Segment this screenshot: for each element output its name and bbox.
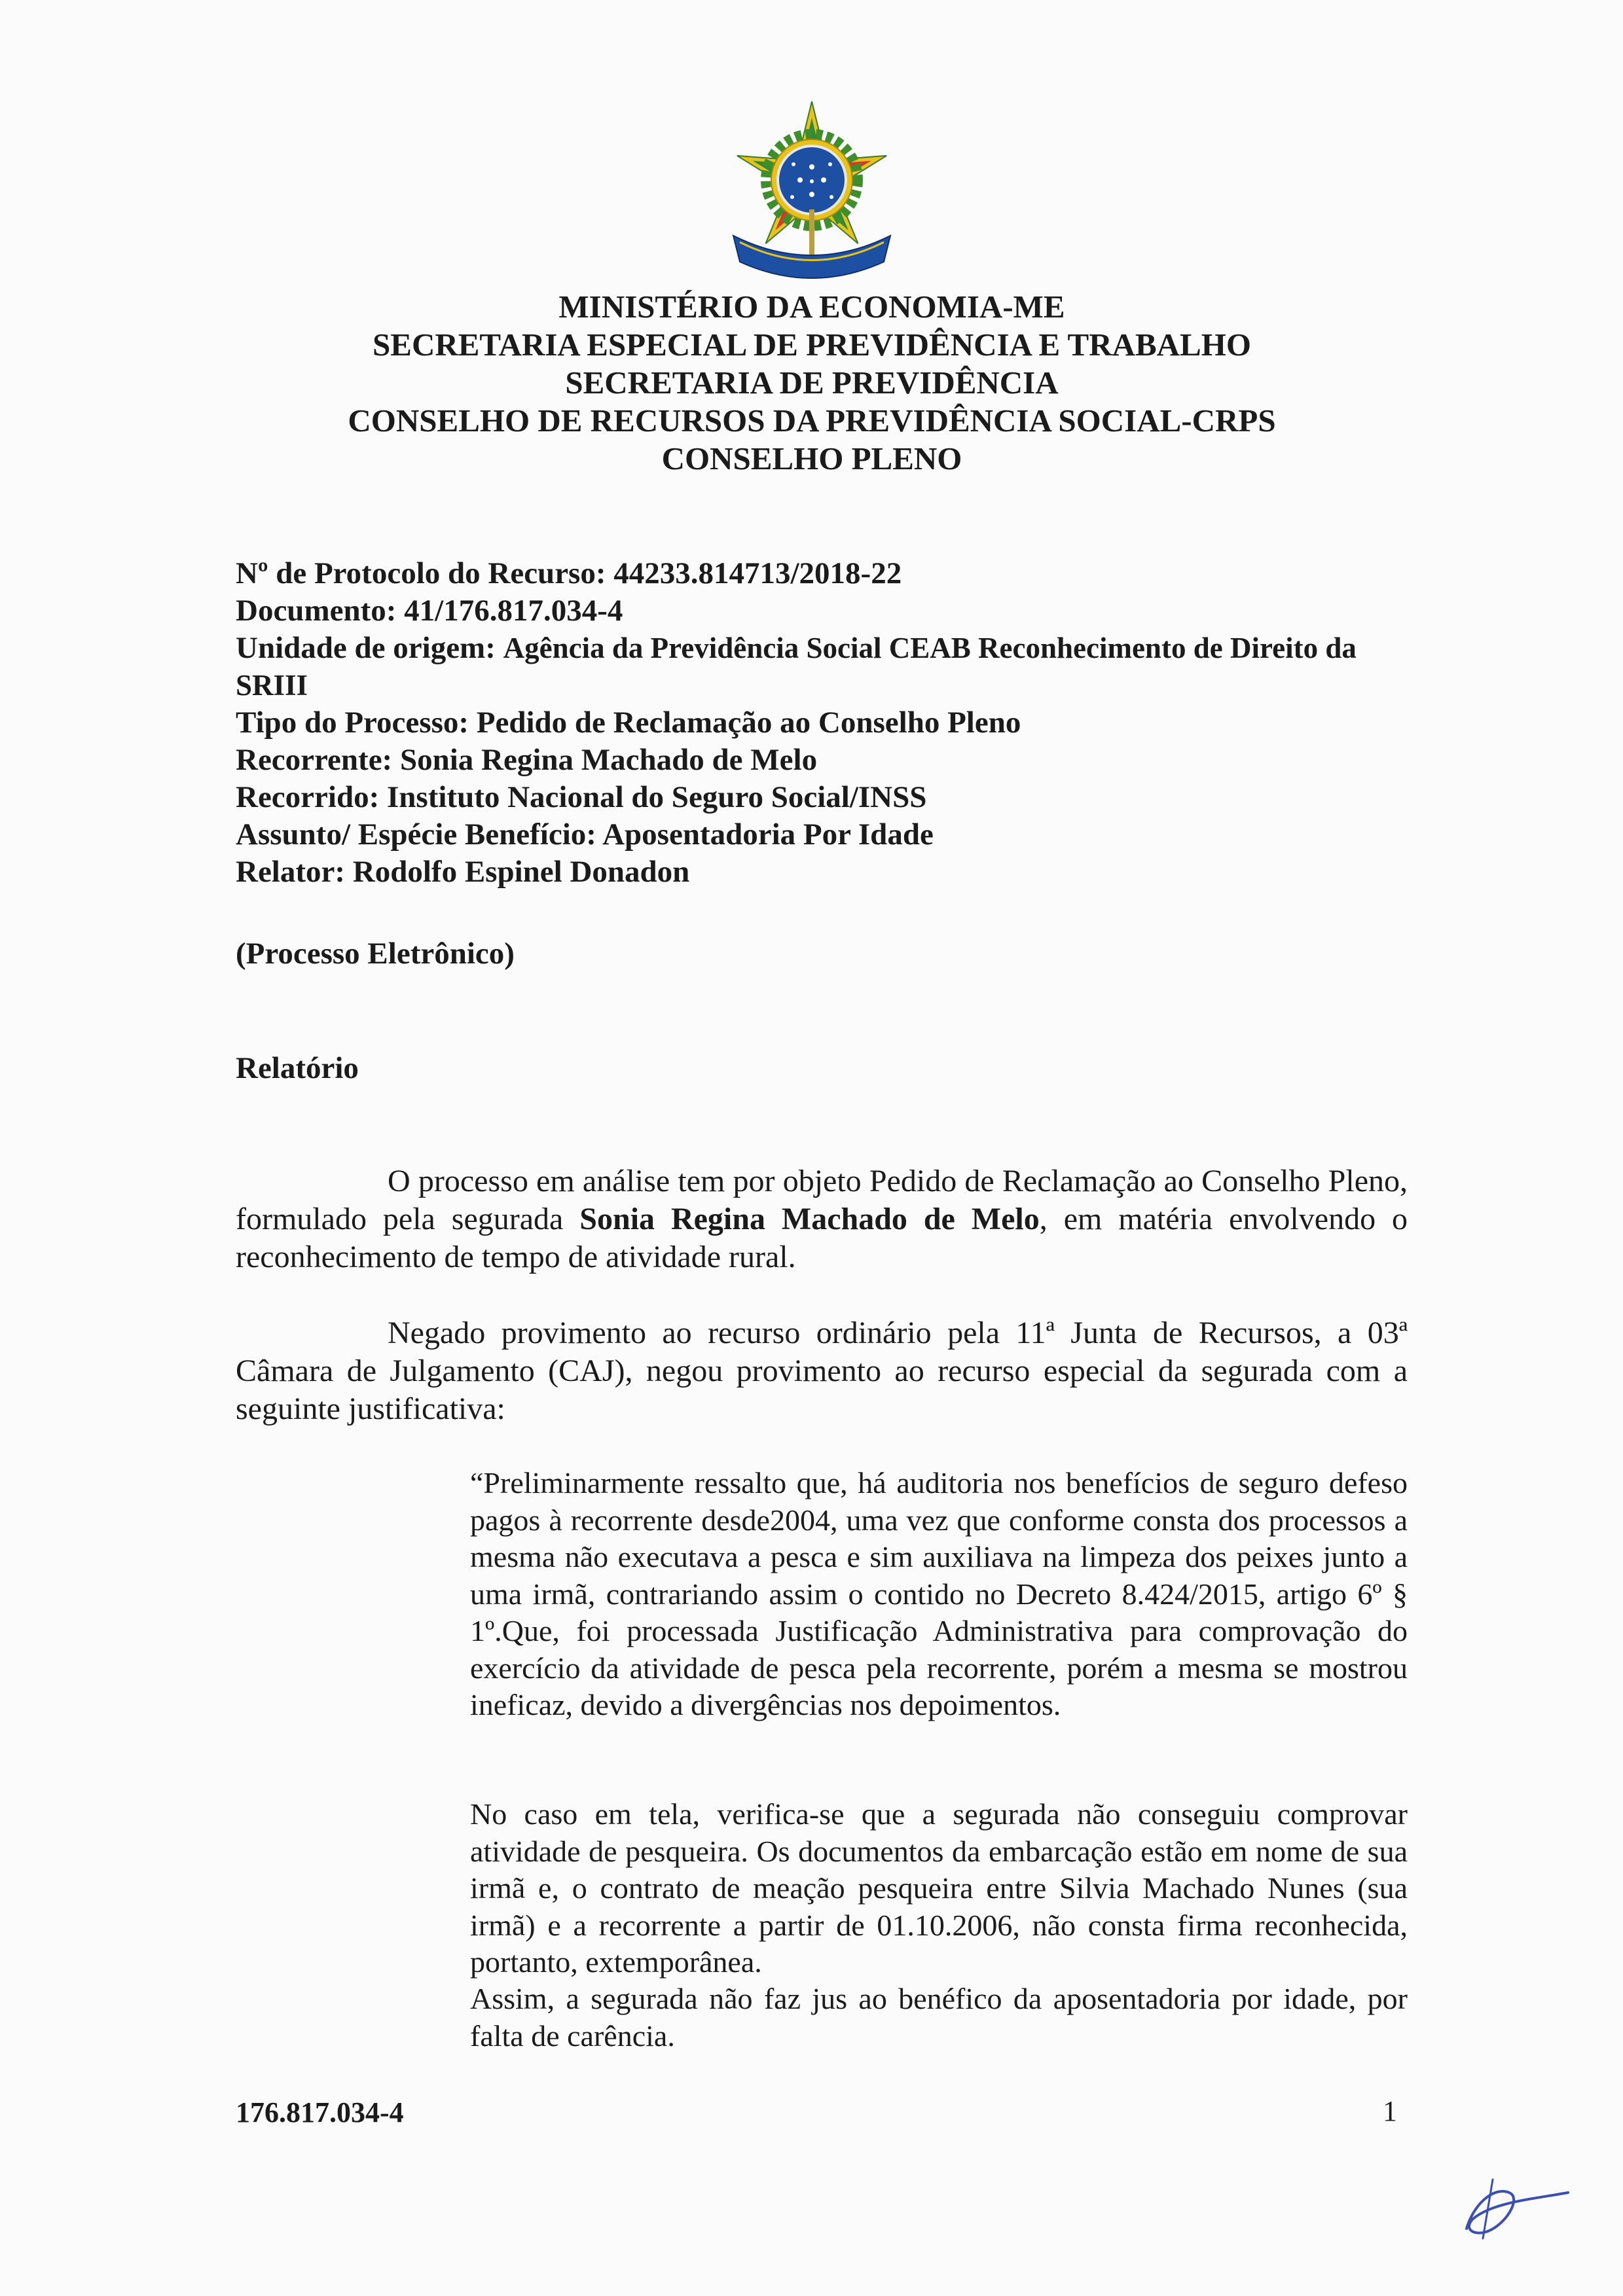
- meta-tipo-label: Tipo do Processo:: [236, 706, 469, 740]
- meta-assunto: [236, 816, 1408, 853]
- meta-unidade-label: Unidade de origem:: [236, 631, 496, 665]
- brazil-coat-of-arms-icon: [720, 98, 903, 288]
- case-metadata: [236, 555, 1408, 891]
- paragraph2-text: Negado provimento ao recurso ordinário pela 11ª Junta de Recursos, a 03ª Câmara de Julgamento (CAJ), negou provimento ao recurso especial da segurada com a seguinte justificativa:: [236, 1316, 1408, 1426]
- meta-documento-value: 41/176.817.034-4: [404, 594, 623, 628]
- meta-documento-label: Documento:: [236, 594, 397, 628]
- header-secretaria-especial: SECRETARIA ESPECIAL DE PREVIDÊNCIA E TRABALHO: [373, 327, 1251, 363]
- meta-documento: [236, 592, 1408, 630]
- document-header: [196, 288, 1427, 478]
- quote-block-2: No caso em tela, verifica-se que a segurada não conseguiu comprovar atividade de pesqueira. Os documentos da embarcação estão em nome de sua irmã e, o contrato de meação pesqueira entre Silvia Machado Nunes (sua irmã) e a recorrente a partir de 01.10.2006, não consta firma reconhecida, portanto, extemporânea.: [470, 1797, 1408, 1979]
- meta-tipo: [236, 704, 1408, 742]
- quote-block-3: Assim, a segurada não faz jus ao benéfico da aposentadoria por idade, por falta de carência.: [470, 1982, 1408, 2053]
- meta-assunto-label: Assunto/ Espécie Benefício:: [236, 817, 596, 852]
- meta-recorrente: [236, 742, 1408, 779]
- meta-recorrido: [236, 779, 1408, 816]
- meta-relator-value: Rodolfo Espinel Donadon: [352, 855, 690, 889]
- quote-block-1: “Preliminarmente ressalto que, há auditoria nos benefícios de seguro defeso pagos à recorrente desde2004, uma vez que conforme consta dos processos a mesma não executava a pesca e sim auxiliava na limpeza dos peixes junto a uma irmã, contrariando assim o contido no Decreto 8.424/2015, artigo 6º § 1º.Que, foi processada Justificação Administrativa para comprovação do exercício da atividade de pesca pela recorrente, porém a mesma se mostrou ineficaz, devido a divergências nos depoimentos.: [470, 1466, 1408, 1721]
- header-conselho-pleno: CONSELHO PLENO: [661, 440, 962, 476]
- header-secretaria: SECRETARIA DE PREVIDÊNCIA: [565, 365, 1059, 401]
- meta-recorrido-label: Recorrido:: [236, 780, 380, 814]
- meta-protocolo-value: 44233.814713/2018-22: [613, 556, 902, 590]
- section-title: Relatório: [236, 1051, 359, 1085]
- header-conselho-recursos: CONSELHO DE RECURSOS DA PREVIDÊNCIA SOCIAL-CRPS: [348, 403, 1276, 439]
- signature-icon: [1447, 2166, 1578, 2245]
- meta-recorrente-label: Recorrente:: [236, 743, 393, 777]
- meta-protocolo: [236, 555, 1408, 592]
- meta-assunto-value: Aposentadoria Por Idade: [602, 817, 934, 852]
- meta-unidade-value: Agência da Previdência Social CEAB Reconhecimento de Direito da SRIII: [236, 632, 1357, 702]
- meta-unidade: [236, 630, 1408, 704]
- meta-tipo-value: Pedido de Reclamação ao Conselho Pleno: [476, 706, 1021, 740]
- header-ministry: MINISTÉRIO DA ECONOMIA-ME: [558, 289, 1065, 325]
- paragraph1-name: Sonia Regina Machado de Melo: [579, 1202, 1040, 1236]
- paragraph-objeto: [236, 1162, 1408, 1276]
- meta-relator: [236, 853, 1408, 891]
- page-number: 1: [1383, 2095, 1397, 2127]
- meta-recorrido-value: Instituto Nacional do Seguro Social/INSS: [386, 780, 927, 814]
- paragraph1-text-start: O processo em análise tem por objeto Pedido de Reclamação ao Conselho Pleno, formulado pela segurada: [236, 1164, 1408, 1236]
- footer-document-number: 176.817.034-4: [236, 2096, 404, 2128]
- meta-protocolo-label: Nº de Protocolo do Recurso:: [236, 556, 606, 590]
- process-type-note: (Processo Eletrônico): [236, 937, 515, 971]
- paragraph-justificativa: [236, 1314, 1408, 1428]
- paragraph1-text-end: , em matéria envolvendo o reconhecimento de tempo de atividade rural.: [236, 1202, 1408, 1274]
- meta-relator-label: Relator:: [236, 855, 346, 889]
- meta-recorrente-value: Sonia Regina Machado de Melo: [399, 743, 818, 777]
